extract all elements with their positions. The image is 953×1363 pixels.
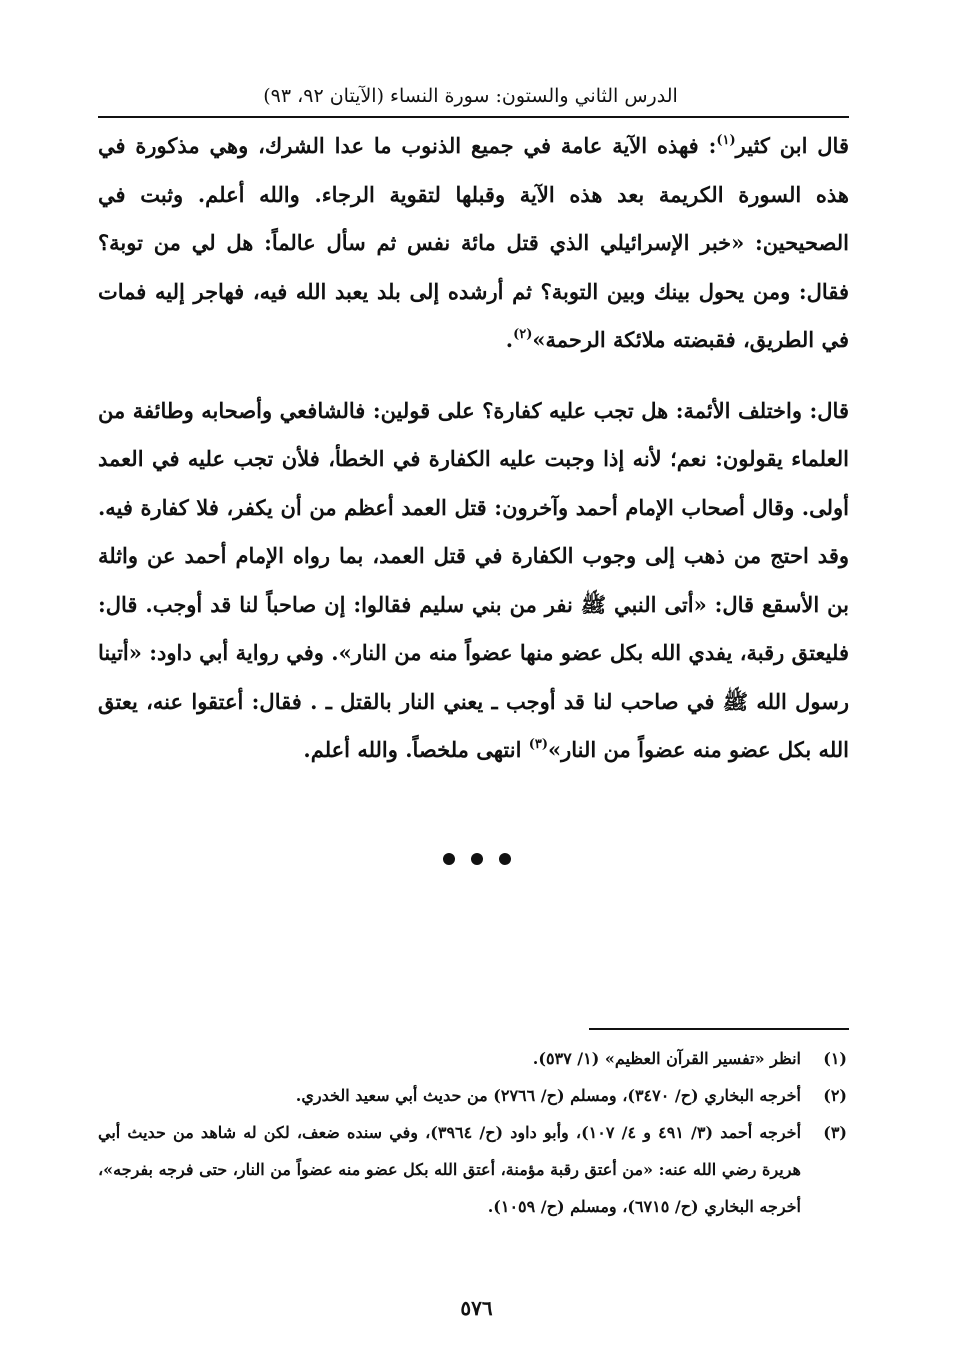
footnote-number: (٢) xyxy=(823,1086,847,1105)
paragraph-2-text: قال: واختلف الأئمة: هل تجب عليه كفارة؟ على قولين: فالشافعي وأصحابه وطائفة من العلماء يقولون: نعم؛ لأنه إذا وجبت عليه الكفارة في الخطأ، فلأن تجب عليه في العمد أولى. وقال أصحاب الإمام أحمد وآخرون: قتل العمد أعظم من أن يكفر، فلا كفارة فيه. وقد احتج من ذهب إلى وجوب الكفارة في قتل العمد، بما رواه الإمام أحمد عن واثلة بن الأسقع قال: «أتى النبي ﷺ نفر من بني سليم فقالوا: إن صاحباً لنا قد أوجب. قال: فليعتق رقبة، يفدي الله بكل عضو منها عضواً منه من النار». وفي رواية أبي داود: «أتينا رسول الله ﷺ في صاحب لنا قد أوجب ـ يعني النار بالقتل ـ . فقال: أعتقوا عنه، يعتق الله بكل عضو منه عضواً من النار» xyxy=(98,397,849,762)
footnote-3 xyxy=(98,1114,847,1225)
footnote-rule xyxy=(589,1028,849,1030)
footnote-text: أخرجه البخاري (ح/ ٣٤٧٠)، ومسلم (ح/ ٢٧٦٦) من حديث أبي سعيد الخدري. xyxy=(295,1086,801,1105)
footnote-1 xyxy=(98,1040,847,1077)
header-rule xyxy=(98,116,849,118)
footnote-2 xyxy=(98,1077,847,1114)
divider-dot xyxy=(471,853,483,865)
divider-dot xyxy=(443,853,455,865)
footnote-number: (١) xyxy=(823,1049,847,1068)
paragraph-2 xyxy=(98,387,849,775)
paragraph-2-end: انتهى ملخصاً. والله أعلم. xyxy=(303,737,529,762)
footnote-text: أخرجه أحمد (٣/ ٤٩١ و ٤/ ١٠٧)، وأبو داود (ح/ ٣٩٦٤)، وفي سنده ضعف، لكن له شاهد من حديث أبي هريرة رضي الله عنه: «من أعتق رقبة مؤمنة، أعتق الله بكل عضو منه عضواً من النار، حتى فرجه بفرجه»، أخرجه البخاري (ح/ ٦٧١٥)، ومسلم (ح/ ١٠٥٩). xyxy=(98,1123,802,1216)
paragraph-1-end: . xyxy=(505,327,514,352)
paragraph-1 xyxy=(98,122,849,365)
footnote-number: (٣) xyxy=(823,1123,847,1142)
footnote-ref-1[interactable]: (١) xyxy=(716,133,736,148)
section-divider xyxy=(0,850,953,869)
footnote-ref-3[interactable]: (٣) xyxy=(528,737,549,752)
paragraph-1-opening: قال ابن كثير xyxy=(735,133,849,158)
running-header: الدرس الثاني والستون: سورة النساء (الآيتان ٩٢، ٩٣) xyxy=(263,85,678,107)
paragraph-1-text: : فهذه الآية عامة في جميع الذنوب ما عدا الشرك، وهي مذكورة في هذه السورة الكريمة بعد هذه الآية وقبلها لتقوية الرجاء. والله أعلم. وثبت في الصحيحين: «خبر الإسرائيلي الذي قتل مائة نفس ثم سأل عالماً: هل لي من توبة؟ فقال: ومن يحول بينك وبين التوبة؟ ثم أرشده إلى بلد يعبد الله فيه، فهاجر إليه فمات في الطريق، فقبضته ملائكة الرحمة» xyxy=(98,133,849,352)
footnotes xyxy=(98,1040,847,1225)
page-number: ٥٧٦ xyxy=(460,1296,493,1320)
divider-dot xyxy=(499,853,511,865)
main-text xyxy=(98,122,849,775)
footnote-text: انظر «تفسير القرآن العظيم» (١/ ٥٣٧). xyxy=(532,1049,801,1068)
footnote-ref-2[interactable]: (٢) xyxy=(513,327,533,342)
